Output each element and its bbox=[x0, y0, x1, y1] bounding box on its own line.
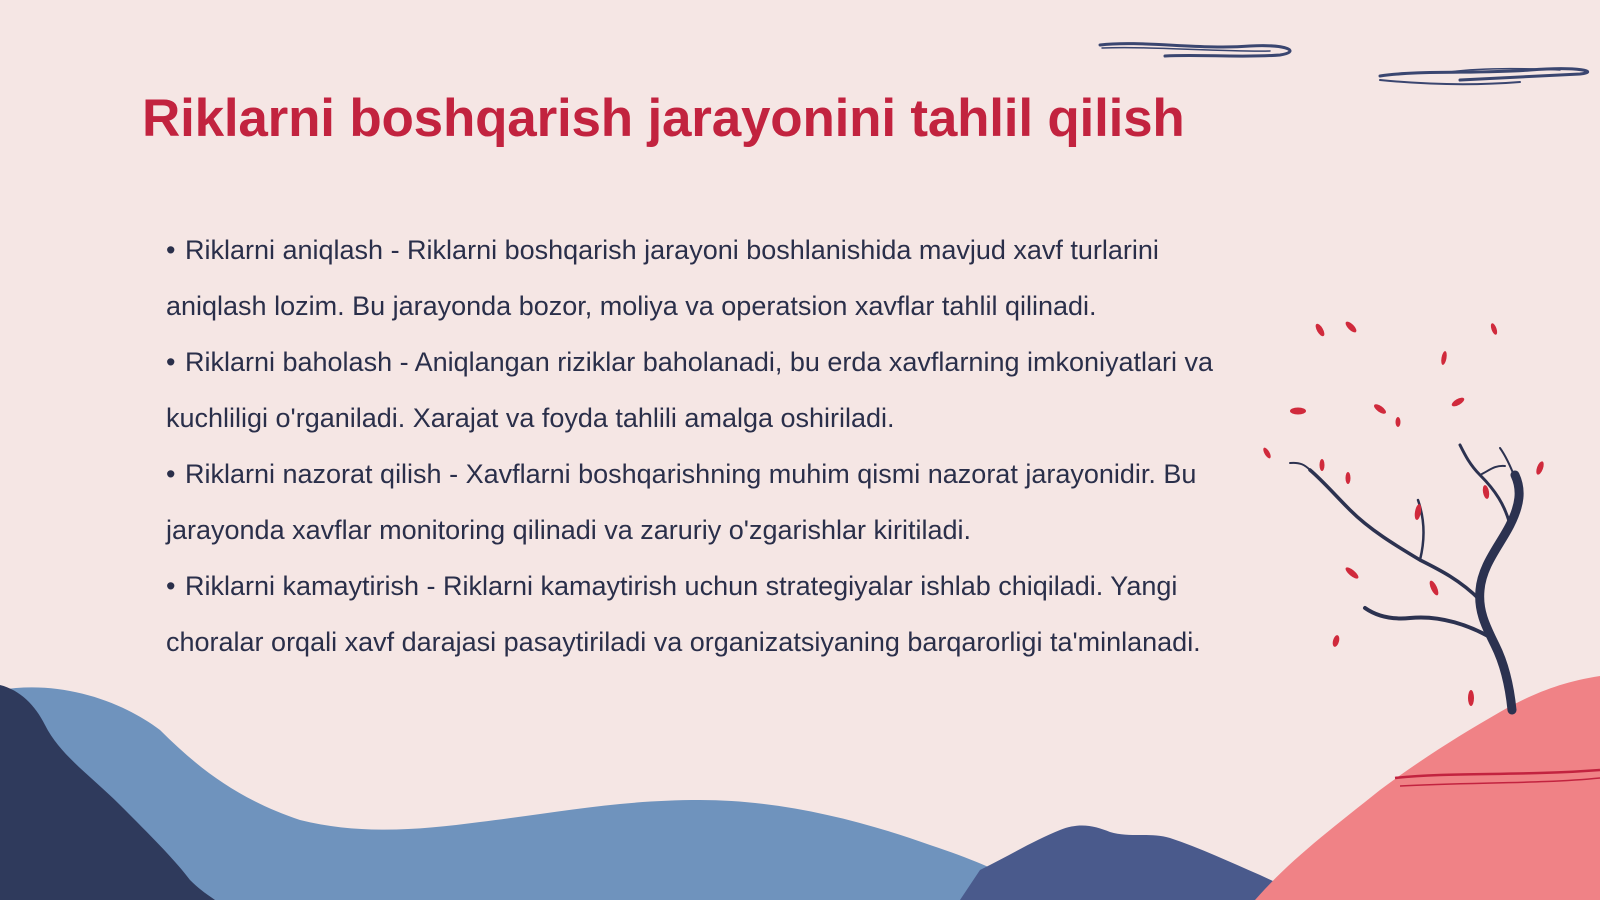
mountain-coral bbox=[1255, 676, 1600, 900]
petal bbox=[1373, 403, 1388, 416]
petal bbox=[1262, 447, 1272, 460]
bullet-list bbox=[166, 222, 1256, 670]
mountain-indigo bbox=[960, 826, 1305, 900]
petal bbox=[1346, 472, 1351, 484]
cloud-strokes bbox=[1100, 44, 1588, 85]
bullet-item bbox=[166, 334, 1256, 446]
cloud-stroke bbox=[1380, 80, 1520, 84]
petal bbox=[1428, 579, 1440, 596]
petal bbox=[1396, 417, 1401, 427]
tree-branch bbox=[1480, 466, 1505, 475]
bullet-text: Riklarni aniqlash - Riklarni boshqarish jarayoni boshlanishida mavjud xavf turlarini aniqlash lozim. Bu jarayonda bozor, moliya va operatsion xavflar tahlil qilinadi. bbox=[166, 235, 1159, 321]
bullet-item bbox=[166, 558, 1256, 670]
tree-branch bbox=[1500, 448, 1515, 478]
petal bbox=[1332, 634, 1341, 647]
bullet-text: Riklarni kamaytirish - Riklarni kamaytirish uchun strategiyalar ishlab chiqiladi. Yangi choralar orqali xavf darajasi pasaytiriladi va organizatsiyaning barqarorligi ta'minlanadi. bbox=[166, 571, 1201, 657]
bullet-symbol: • bbox=[166, 235, 176, 265]
petal bbox=[1320, 459, 1325, 471]
petal bbox=[1290, 408, 1306, 415]
petal bbox=[1314, 322, 1326, 337]
petal bbox=[1344, 566, 1360, 581]
tree-branch bbox=[1290, 463, 1310, 470]
petal bbox=[1535, 460, 1545, 475]
petal bbox=[1450, 396, 1465, 408]
mountains bbox=[0, 676, 1600, 900]
slide-title: Riklarni boshqarish jarayonini tahlil qilish bbox=[142, 89, 1185, 148]
petals bbox=[1262, 320, 1545, 706]
bullet-symbol: • bbox=[166, 459, 176, 489]
petal bbox=[1468, 690, 1474, 706]
bullet-symbol: • bbox=[166, 347, 176, 377]
bullet-item bbox=[166, 446, 1256, 558]
petal bbox=[1344, 320, 1358, 334]
cloud-stroke bbox=[1102, 48, 1270, 52]
petal bbox=[1440, 351, 1447, 366]
tree bbox=[1290, 445, 1519, 710]
petal bbox=[1490, 323, 1499, 336]
bullet-text: Riklarni baholash - Aniqlangan riziklar baholanadi, bu erda xavflarning imkoniyatlari va kuchliligi o'rganiladi. Xarajat va foyda tahlili amalga oshiriladi. bbox=[166, 347, 1214, 433]
tree-branch bbox=[1460, 445, 1510, 525]
bullet-item bbox=[166, 222, 1256, 334]
tree-branch bbox=[1310, 470, 1480, 600]
bullet-symbol: • bbox=[166, 571, 176, 601]
tree-branch bbox=[1365, 608, 1495, 640]
bullet-text: Riklarni nazorat qilish - Xavflarni boshqarishning muhim qismi nazorat jarayonidir. Bu jarayonda xavflar monitoring qilinadi va zaruriy o'zgarishlar kiritiladi. bbox=[166, 459, 1197, 545]
tree-trunk bbox=[1480, 475, 1519, 710]
